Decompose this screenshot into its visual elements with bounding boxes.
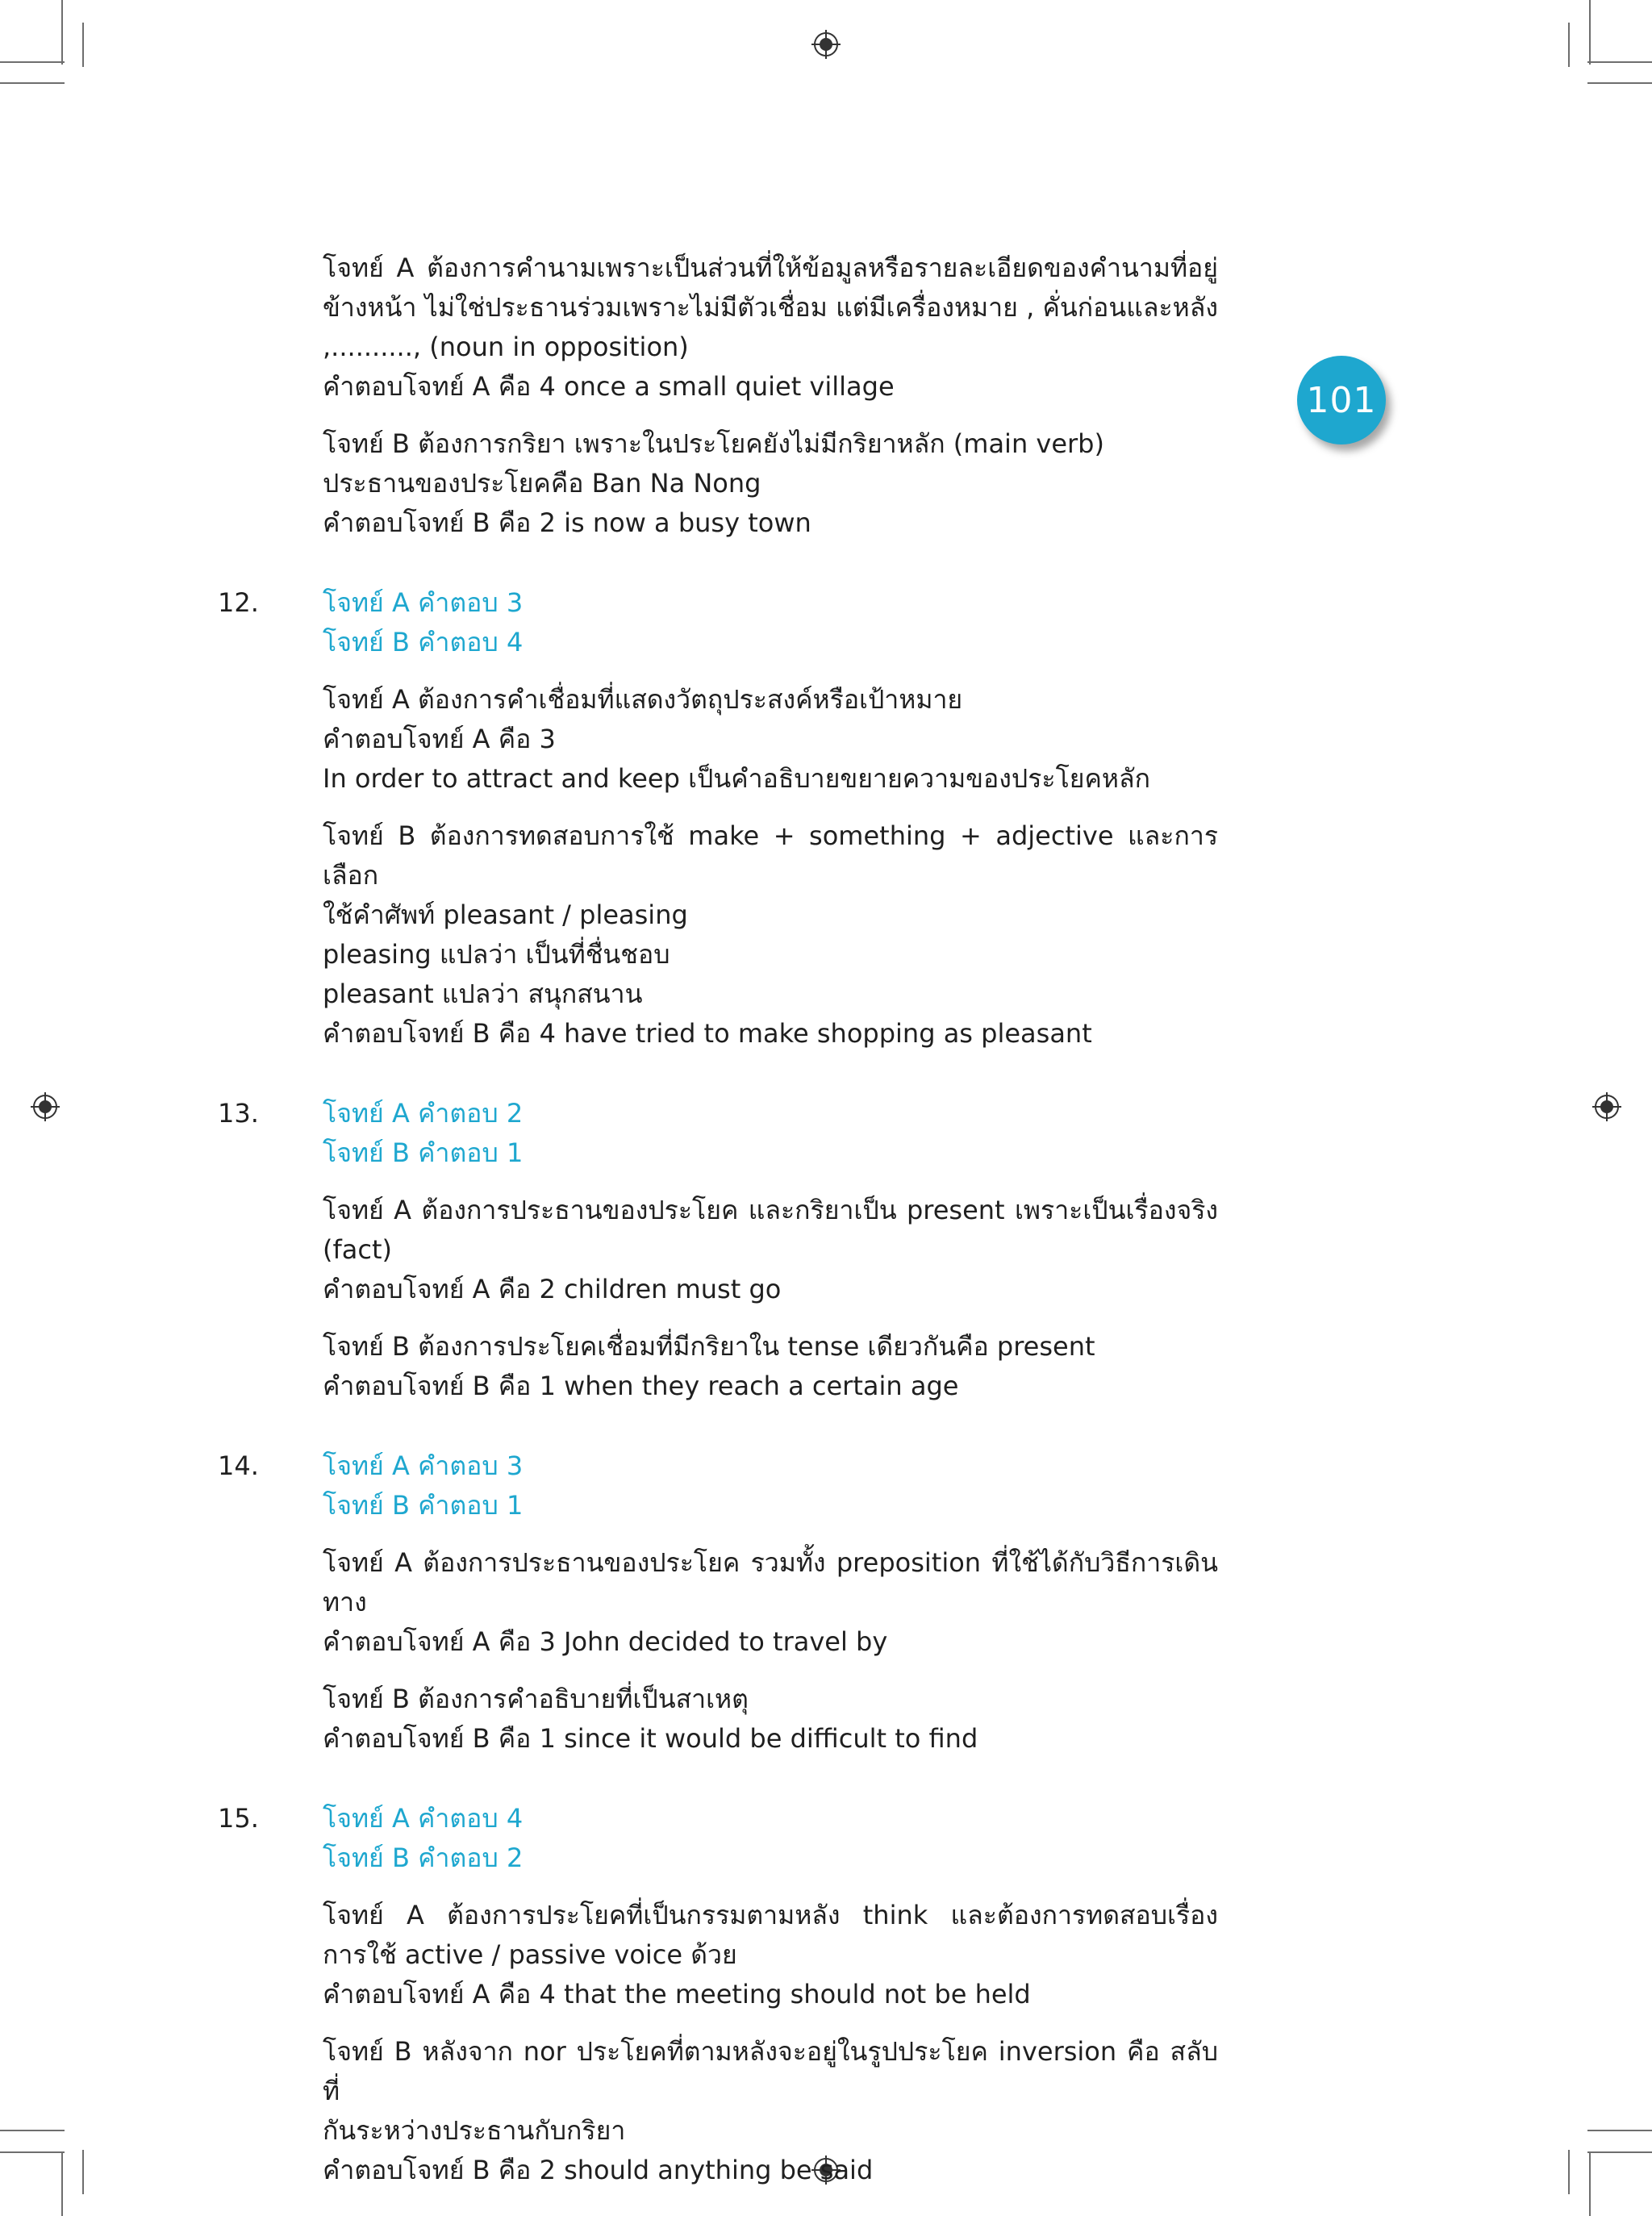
question-number: 15. bbox=[218, 1803, 259, 1834]
question-12 bbox=[218, 583, 1218, 1054]
text-line: คำตอบโจทย์ B คือ 1 when they reach a certain age bbox=[323, 1371, 959, 1401]
intro-b-paragraph bbox=[218, 424, 1218, 543]
text-line: โจทย์ A ต้องการประโยคที่เป็นกรรมตามหลัง think และต้องการทดสอบเรื่อง bbox=[323, 1900, 1218, 1930]
registration-mark-icon bbox=[31, 1092, 60, 1121]
text-line: โจทย์ A ต้องการคำนามเพราะเป็นส่วนที่ให้ข้อมูลหรือรายละเอียดของคำนามที่อยู่ bbox=[323, 252, 1218, 283]
text-line: กันระหว่างประธานกับกริยา bbox=[323, 2115, 626, 2146]
text-line: (fact) bbox=[323, 1234, 392, 1265]
crop-mark bbox=[1589, 2151, 1591, 2216]
text-line: ประธานของประโยคคือ Ban Na Nong bbox=[323, 468, 761, 499]
text-line: In order to attract and keep เป็นคำอธิบายขยายความของประโยคหลัก bbox=[323, 763, 1150, 794]
crop-mark bbox=[61, 2151, 63, 2216]
crop-mark bbox=[1587, 82, 1652, 84]
text-line: คำตอบโจทย์ A คือ 3 John decided to travel by bbox=[323, 1626, 888, 1657]
text-line: คำตอบโจทย์ A คือ 4 that the meeting should not be held bbox=[323, 1979, 1031, 2009]
page-number-badge: 101 bbox=[1297, 356, 1386, 444]
answer-b-heading: โจทย์ B คำตอบ 1 bbox=[323, 1490, 524, 1521]
answer-a-heading: 14. โจทย์ A คำตอบ 3 bbox=[218, 1446, 1218, 1486]
crop-mark bbox=[82, 23, 84, 67]
question-14 bbox=[218, 1446, 1218, 1759]
answer-a-heading: 13. โจทย์ A คำตอบ 2 bbox=[218, 1094, 1218, 1133]
question-number: 13. bbox=[218, 1098, 259, 1129]
text-line: คำตอบโจทย์ B คือ 2 should anything be said bbox=[323, 2155, 874, 2185]
text-line: คำตอบโจทย์ B คือ 1 since it would be difficult to find bbox=[323, 1723, 978, 1754]
text-line: โจทย์ B หลังจาก nor ประโยคที่ตามหลังจะอยู่ในรูปประโยค inversion คือ สลับที่ bbox=[323, 2036, 1218, 2106]
text-line: ข้างหน้า ไม่ใช่ประธานร่วมเพราะไม่มีตัวเชื่อม แต่มีเครื่องหมาย , คั่นก่อนและหลัง bbox=[323, 292, 1218, 323]
answer-explanations bbox=[218, 248, 1218, 2190]
text-line: คำตอบโจทย์ A คือ 4 once a small quiet village bbox=[323, 371, 895, 402]
crop-mark bbox=[0, 2151, 65, 2153]
text-line: โจทย์ A ต้องการประธานของประโยค และกริยาเป็น present เพราะเป็นเรื่องจริง bbox=[323, 1195, 1218, 1225]
text-line: pleasant แปลว่า สนุกสนาน bbox=[323, 979, 643, 1009]
answer-b-heading: โจทย์ B คำตอบ 4 bbox=[323, 627, 524, 657]
text-line: คำตอบโจทย์ A คือ 2 children must go bbox=[323, 1274, 782, 1304]
crop-mark bbox=[1568, 2150, 1570, 2194]
text-line: โจทย์ A ต้องการประธานของประโยค รวมทั้ง preposition ที่ใช้ได้กับวิธีการเดินทาง bbox=[323, 1547, 1218, 1617]
registration-mark-icon bbox=[811, 30, 841, 59]
answer-a-heading: 15. โจทย์ A คำตอบ 4 bbox=[218, 1799, 1218, 1838]
text-line: โจทย์ B ต้องการกริยา เพราะในประโยคยังไม่มีกริยาหลัก (main verb) bbox=[323, 428, 1104, 459]
crop-mark bbox=[1568, 23, 1570, 67]
crop-mark bbox=[82, 2150, 84, 2194]
answer-b-heading: โจทย์ B คำตอบ 2 bbox=[323, 1842, 524, 1873]
text-line: ใช้คำศัพท์ pleasant / pleasing bbox=[323, 899, 688, 930]
text-line: โจทย์ B ต้องการประโยคเชื่อมที่มีกริยาใน tense เดียวกันคือ present bbox=[323, 1331, 1095, 1362]
registration-mark-icon bbox=[1592, 1092, 1621, 1121]
answer-b-heading: โจทย์ B คำตอบ 1 bbox=[323, 1137, 524, 1168]
crop-mark bbox=[1587, 61, 1652, 63]
text-line: โจทย์ B ต้องการคำอธิบายที่เป็นสาเหตุ bbox=[323, 1684, 749, 1714]
text-line: คำตอบโจทย์ B คือ 2 is now a busy town bbox=[323, 507, 811, 538]
crop-mark bbox=[1587, 2151, 1652, 2153]
question-15 bbox=[218, 1799, 1218, 2190]
text-line: คำตอบโจทย์ A คือ 3 bbox=[323, 724, 556, 754]
crop-mark bbox=[61, 0, 63, 65]
answer-a-heading: 12. โจทย์ A คำตอบ 3 bbox=[218, 583, 1218, 623]
question-number: 12. bbox=[218, 587, 259, 618]
text-line: โจทย์ B ต้องการทดสอบการใช้ make + something + adjective และการเลือก bbox=[323, 820, 1218, 891]
text-line: โจทย์ A ต้องการคำเชื่อมที่แสดงวัตถุประสงค์หรือเป้าหมาย bbox=[323, 684, 963, 715]
question-13 bbox=[218, 1094, 1218, 1406]
intro-a-paragraph bbox=[218, 248, 1218, 407]
crop-mark bbox=[0, 2130, 65, 2131]
crop-mark bbox=[0, 61, 65, 63]
text-line: ,.........., (noun in opposition) bbox=[323, 332, 689, 362]
text-line: คำตอบโจทย์ B คือ 4 have tried to make shopping as pleasant bbox=[323, 1018, 1092, 1049]
crop-mark bbox=[1587, 2130, 1652, 2131]
text-line: การใช้ active / passive voice ด้วย bbox=[323, 1939, 737, 1970]
crop-mark bbox=[0, 82, 65, 84]
question-number: 14. bbox=[218, 1450, 259, 1481]
crop-mark bbox=[1589, 0, 1591, 65]
text-line: pleasing แปลว่า เป็นที่ชื่นชอบ bbox=[323, 939, 670, 970]
